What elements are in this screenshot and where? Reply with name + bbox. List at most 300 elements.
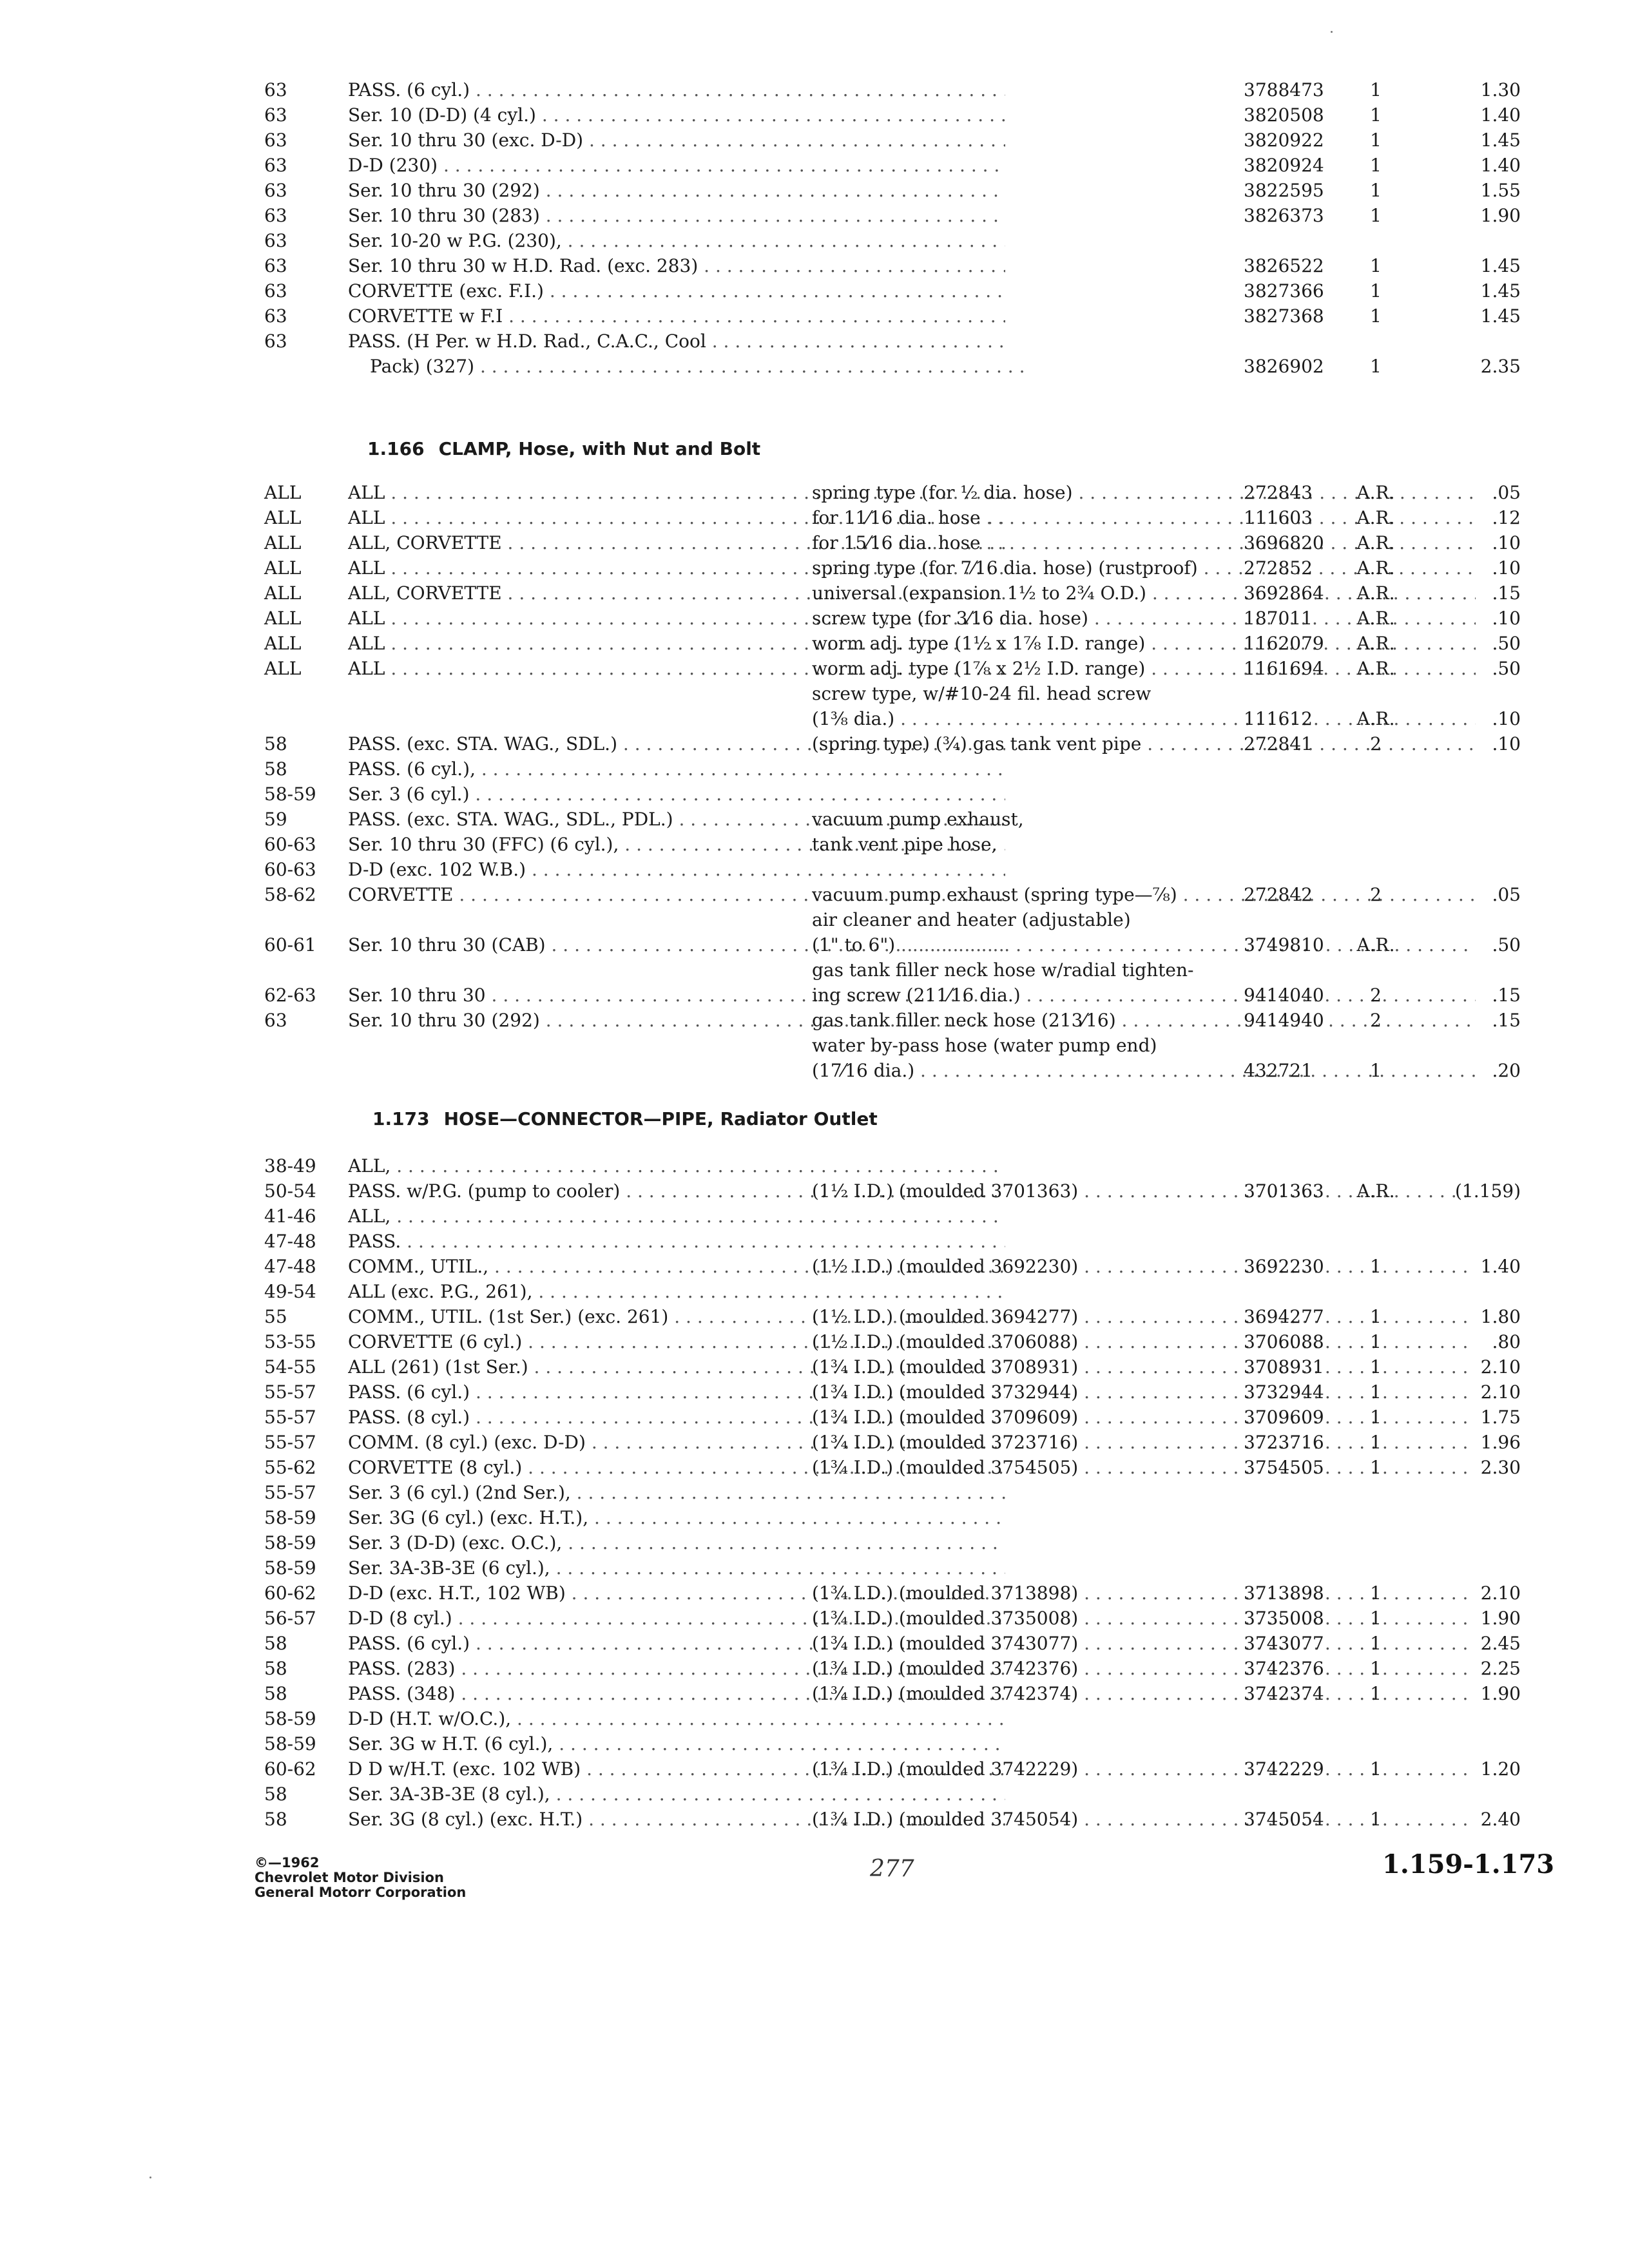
price-cell: 1.80 [1480, 1306, 1521, 1327]
description-cell: (1½ I.D.) (moulded 3694277) . . . [812, 1304, 1476, 1330]
parts-row [264, 1782, 1521, 1807]
year-cell: 56-57 [264, 1608, 316, 1629]
part-number-cell: 272852 [1244, 557, 1313, 579]
quantity-cell: 1 [1370, 356, 1382, 377]
part-number-cell: 3820508 [1244, 104, 1324, 126]
parts-row [264, 907, 1521, 933]
parts-row [264, 102, 1521, 128]
model-cell: PASS. (8 cyl.) . . . [348, 1405, 1005, 1430]
parts-row [264, 505, 1521, 531]
price-cell: .10 [1492, 708, 1521, 729]
description-cell: (17⁄16 dia.) . . . [812, 1058, 1476, 1084]
description-cell: spring type (for 7⁄16 dia. hose) (rustproof) . . . [812, 555, 1476, 581]
price-cell: .12 [1492, 507, 1521, 528]
quantity-cell: A.R. [1356, 1180, 1395, 1202]
description-cell: (1¾ I.D.) (moulded 3735008) . . . [812, 1606, 1476, 1631]
parts-row [264, 1279, 1521, 1305]
model-cell: ALL . . . [348, 505, 1005, 531]
description-cell: gas tank filler neck hose w/radial tighten- [812, 959, 1194, 981]
quantity-cell: 1 [1370, 1356, 1382, 1378]
parts-row [264, 656, 1521, 682]
quantity-cell: A.R. [1356, 934, 1395, 956]
description-cell: (1¾ I.D.) (moulded 3742229) . . . [812, 1756, 1476, 1782]
year-cell: 63 [264, 331, 287, 352]
model-cell: Ser. 3 (6 cyl.) (2nd Ser.), . . . [348, 1480, 1005, 1506]
year-cell: 54-55 [264, 1356, 316, 1378]
part-number-cell: 3742374 [1244, 1683, 1324, 1704]
year-cell: 58-59 [264, 1557, 316, 1579]
part-number-cell: 3723716 [1244, 1432, 1324, 1453]
year-cell: 58-59 [264, 1507, 316, 1528]
part-number-cell: 9414940 [1244, 1010, 1324, 1031]
parts-row [264, 1329, 1521, 1355]
year-cell: 47-48 [264, 1231, 316, 1252]
quantity-cell: 1 [1370, 1306, 1382, 1327]
part-number-cell: 3788473 [1244, 79, 1324, 101]
model-cell: PASS. (283) . . . [348, 1656, 1005, 1682]
model-cell: Ser. 10 (D-D) (4 cyl.) . . . [348, 102, 1005, 128]
quantity-cell: 1 [1370, 1060, 1382, 1081]
quantity-cell: 1 [1370, 130, 1382, 151]
description-cell: air cleaner and heater (adjustable) [812, 909, 1131, 930]
section-range: 1.159-1.173 [1382, 1849, 1555, 1879]
year-cell: 58-59 [264, 783, 316, 805]
price-cell: 1.20 [1480, 1758, 1521, 1780]
year-cell: 58 [264, 1683, 287, 1704]
model-cell: Ser. 10 thru 30 (283) . . . [348, 203, 1005, 229]
year-cell: ALL [264, 557, 302, 579]
year-cell: 41-46 [264, 1206, 316, 1227]
description-cell: (1¾ I.D.) (moulded 3723716) . . . [812, 1430, 1476, 1456]
year-cell: ALL [264, 633, 302, 654]
model-cell: COMM., UTIL. (1st Ser.) (exc. 261) . . . [348, 1304, 1005, 1330]
quantity-cell: 2 [1370, 884, 1382, 905]
page-number: 277 [870, 1856, 914, 1882]
parts-row [264, 1430, 1521, 1456]
year-cell: 58 [264, 733, 287, 754]
parts-row [264, 957, 1521, 983]
parts-row [264, 555, 1521, 581]
parts-row [264, 1706, 1521, 1732]
year-cell: 63 [264, 130, 287, 151]
description-cell: spring type (for ½ dia. hose) . . . [812, 480, 1476, 506]
price-cell: 1.40 [1480, 104, 1521, 126]
section-number: 1.166 [367, 438, 425, 459]
model-cell: Ser. 10 thru 30 w H.D. Rad. (exc. 283) . . . [348, 253, 1005, 279]
parts-row [264, 228, 1521, 254]
price-cell: .50 [1492, 658, 1521, 679]
publisher-line-2: General Motorr Corporation [255, 1885, 467, 1900]
price-cell: .05 [1492, 884, 1521, 905]
parts-row [264, 1058, 1521, 1084]
parts-row [264, 1153, 1521, 1179]
model-cell: Ser. 3G w H.T. (6 cyl.), . . . [348, 1731, 1005, 1757]
quantity-cell: 1 [1370, 280, 1382, 302]
model-cell: ALL . . . [348, 631, 1005, 657]
description-cell: worm adj. type (1⅞ x 2½ I.D. range) . . . [812, 656, 1476, 682]
part-number-cell: 3735008 [1244, 1608, 1324, 1629]
description-cell: (1¾ I.D.) (moulded 3742376) . . . [812, 1656, 1476, 1682]
parts-row [264, 1008, 1521, 1033]
description-cell: (1⅜ dia.) . . . [812, 706, 1476, 732]
description-cell: tank vent pipe hose, [812, 834, 998, 855]
parts-row [264, 278, 1521, 304]
price-cell: (1.159) [1454, 1180, 1521, 1202]
parts-row [264, 303, 1521, 329]
parts-row [264, 581, 1521, 606]
model-cell: D-D (230) . . . [348, 153, 1005, 178]
model-cell: CORVETTE w F.I . . . [348, 303, 1005, 329]
copyright-line: ©—1962 [255, 1855, 320, 1870]
model-cell: Ser. 10 thru 30 (exc. D-D) . . . [348, 128, 1005, 153]
model-cell: ALL, . . . [348, 1153, 1005, 1179]
quantity-cell: 1 [1370, 1381, 1382, 1403]
part-number-cell: 3732944 [1244, 1381, 1324, 1403]
price-cell: 1.90 [1480, 1683, 1521, 1704]
model-cell: ALL . . . [348, 480, 1005, 506]
parts-row [264, 681, 1521, 707]
quantity-cell: A.R. [1356, 482, 1395, 503]
part-number-cell: 3694277 [1244, 1306, 1324, 1327]
year-cell: 60-62 [264, 1582, 316, 1604]
quantity-cell: 2 [1370, 733, 1382, 754]
part-number-cell: 272841 [1244, 733, 1313, 754]
parts-row [264, 1455, 1521, 1481]
price-cell: 1.45 [1480, 280, 1521, 302]
parts-row [264, 857, 1521, 883]
section-title: CLAMP, Hose, with Nut and Bolt [438, 438, 761, 459]
quantity-cell: A.R. [1356, 532, 1395, 553]
parts-row [264, 1505, 1521, 1531]
parts-row [264, 203, 1521, 229]
year-cell: 62-63 [264, 985, 316, 1006]
parts-row [264, 1405, 1521, 1430]
model-cell: PASS. (348) . . . [348, 1681, 1005, 1707]
year-cell: 55 [264, 1306, 287, 1327]
price-cell: 1.90 [1480, 1608, 1521, 1629]
parts-row [264, 1530, 1521, 1556]
part-number-cell: 272843 [1244, 482, 1313, 503]
model-cell: Ser. 3G (8 cyl.) (exc. H.T.) . . . [348, 1807, 1005, 1832]
price-cell: .15 [1492, 1010, 1521, 1031]
year-cell: 63 [264, 155, 287, 176]
quantity-cell: 1 [1370, 1331, 1382, 1352]
parts-row [264, 1581, 1521, 1606]
year-cell: 49-54 [264, 1281, 316, 1302]
year-cell: 55-57 [264, 1381, 316, 1403]
year-cell: 58-59 [264, 1708, 316, 1729]
model-cell: ALL, CORVETTE . . . [348, 581, 1005, 606]
quantity-cell: A.R. [1356, 608, 1395, 629]
model-cell: ALL, CORVETTE . . . [348, 530, 1005, 556]
parts-row [264, 756, 1521, 782]
price-cell: 1.40 [1480, 1256, 1521, 1277]
quantity-cell: 1 [1370, 1608, 1382, 1629]
description-cell: for 15⁄16 dia. hose . . . [812, 530, 1476, 556]
price-cell: .10 [1492, 557, 1521, 579]
parts-row [264, 1254, 1521, 1280]
section-title: HOSE—CONNECTOR—PIPE, Radiator Outlet [443, 1108, 878, 1129]
model-cell: Ser. 10 thru 30 . . . [348, 983, 1005, 1008]
price-cell: .10 [1492, 608, 1521, 629]
description-cell: (1½ I.D.) (moulded 3701363) . . . [812, 1178, 1476, 1204]
parts-row [264, 1379, 1521, 1405]
year-cell: 60-61 [264, 934, 316, 956]
parts-row [264, 329, 1521, 354]
quantity-cell: A.R. [1356, 557, 1395, 579]
model-cell: CORVETTE (exc. F.I.) . . . [348, 278, 1005, 304]
price-cell: 2.40 [1480, 1809, 1521, 1830]
parts-row [264, 782, 1521, 807]
description-cell: (1¾ I.D.) (moulded 3754505) . . . [812, 1455, 1476, 1481]
parts-row [264, 606, 1521, 631]
part-number-cell: 3706088 [1244, 1331, 1324, 1352]
price-cell: .80 [1492, 1331, 1521, 1352]
year-cell: 55-57 [264, 1407, 316, 1428]
description-cell: (1" to 6") . . . [812, 932, 1476, 958]
description-cell: ing screw (211⁄16 dia.) . . . [812, 983, 1476, 1008]
part-number-cell: 3820924 [1244, 155, 1324, 176]
publisher-line-1: Chevrolet Motor Division [255, 1870, 444, 1885]
model-cell: ALL (exc. P.G., 261), . . . [348, 1279, 1005, 1305]
price-cell: .10 [1492, 733, 1521, 754]
year-cell: 63 [264, 180, 287, 201]
model-cell: D D w/H.T. (exc. 102 WB) . . . [348, 1756, 1005, 1782]
model-cell: Ser. 3 (D-D) (exc. O.C.), . . . [348, 1530, 1005, 1556]
parts-row [264, 1480, 1521, 1506]
part-number-cell: 3745054 [1244, 1809, 1324, 1830]
part-number-cell: 3827368 [1244, 305, 1324, 327]
parts-row [264, 153, 1521, 178]
parts-row [264, 1681, 1521, 1707]
model-cell: PASS. w/P.G. (pump to cooler) . . . [348, 1178, 1005, 1204]
description-cell: screw type, w/#10-24 fil. head screw [812, 683, 1152, 704]
price-cell: 1.45 [1480, 255, 1521, 276]
part-number-cell: 3749810 [1244, 934, 1324, 956]
description-cell: (1½ I.D.) (moulded 3706088) . . . [812, 1329, 1476, 1355]
quantity-cell: 1 [1370, 1256, 1382, 1277]
model-cell: ALL (261) (1st Ser.) . . . [348, 1354, 1005, 1380]
model-cell: CORVETTE (6 cyl.) . . . [348, 1329, 1005, 1355]
year-cell: 55-62 [264, 1457, 316, 1478]
model-cell: CORVETTE . . . [348, 882, 1005, 908]
part-number-cell: 3701363 [1244, 1180, 1324, 1202]
part-number-cell: 3709609 [1244, 1407, 1324, 1428]
parts-row [264, 882, 1521, 908]
model-cell: PASS. (exc. STA. WAG., SDL.) . . . [348, 731, 1005, 757]
year-cell: 60-63 [264, 859, 316, 880]
part-number-cell: 3708931 [1244, 1356, 1324, 1378]
quantity-cell: 1 [1370, 1457, 1382, 1478]
parts-row [264, 631, 1521, 657]
price-cell: 2.10 [1480, 1582, 1521, 1604]
part-number-cell: 432721 [1244, 1060, 1313, 1081]
parts-row [264, 530, 1521, 556]
quantity-cell: 2 [1370, 985, 1382, 1006]
price-cell: 2.35 [1480, 356, 1521, 377]
scan-speck [1331, 31, 1333, 33]
model-cell: Ser. 3G (6 cyl.) (exc. H.T.), . . . [348, 1505, 1005, 1531]
price-cell: 2.25 [1480, 1658, 1521, 1679]
year-cell: 58-59 [264, 1532, 316, 1553]
model-cell: D-D (H.T. w/O.C.), . . . [348, 1706, 1005, 1732]
part-number-cell: 3827366 [1244, 280, 1324, 302]
year-cell: 58 [264, 1658, 287, 1679]
model-cell: PASS. (6 cyl.) . . . [348, 77, 1005, 103]
section-1173-heading [372, 1108, 878, 1129]
year-cell: 38-49 [264, 1155, 316, 1177]
part-number-cell: 3743077 [1244, 1633, 1324, 1654]
model-cell: ALL, . . . [348, 1204, 1005, 1229]
year-cell: ALL [264, 582, 302, 604]
price-cell: 1.45 [1480, 305, 1521, 327]
model-cell: Ser. 10 thru 30 (292) . . . [348, 1008, 1005, 1033]
price-cell: 1.90 [1480, 205, 1521, 226]
quantity-cell: 1 [1370, 1407, 1382, 1428]
description-cell: (1¾ I.D.) (moulded 3745054) . . . [812, 1807, 1476, 1832]
model-cell: PASS. (H Per. w H.D. Rad., C.A.C., Cool . . . [348, 329, 1005, 354]
quantity-cell: 1 [1370, 1683, 1382, 1704]
model-cell: D-D (exc. H.T., 102 WB) . . . [348, 1581, 1005, 1606]
part-number-cell: 187011 [1244, 608, 1313, 629]
price-cell: 2.30 [1480, 1457, 1521, 1478]
price-cell: .50 [1492, 633, 1521, 654]
model-cell: D-D (exc. 102 W.B.) . . . [348, 857, 1005, 883]
year-cell: 55-57 [264, 1432, 316, 1453]
year-cell: 53-55 [264, 1331, 316, 1352]
model-cell: PASS. (exc. STA. WAG., SDL., PDL.) . . . [348, 807, 1005, 832]
parts-row [264, 1178, 1521, 1204]
parts-row [264, 1631, 1521, 1657]
year-cell: 63 [264, 104, 287, 126]
model-cell: Ser. 10 thru 30 (292) . . . [348, 178, 1005, 204]
description-cell: (1¾ I.D.) (moulded 3743077) . . . [812, 1631, 1476, 1657]
model-cell: ALL . . . [348, 555, 1005, 581]
part-number-cell: 111603 [1244, 507, 1313, 528]
part-number-cell: 272842 [1244, 884, 1313, 905]
quantity-cell: 1 [1370, 104, 1382, 126]
part-number-cell: 3742376 [1244, 1658, 1324, 1679]
quantity-cell: 1 [1370, 1432, 1382, 1453]
year-cell: ALL [264, 658, 302, 679]
parts-row [264, 1756, 1521, 1782]
quantity-cell: 2 [1370, 1010, 1382, 1031]
price-cell: 1.96 [1480, 1432, 1521, 1453]
model-cell: PASS. (6 cyl.) . . . [348, 1379, 1005, 1405]
description-cell: gas tank filler neck hose (213⁄16) . . . [812, 1008, 1476, 1033]
model-cell: Ser. 10 thru 30 (CAB) . . . [348, 932, 1005, 958]
part-number-cell: 3820922 [1244, 130, 1324, 151]
part-number-cell: 3692864 [1244, 582, 1324, 604]
parts-row [264, 1354, 1521, 1380]
year-cell: 63 [264, 280, 287, 302]
model-cell: Ser. 3 (6 cyl.) . . . [348, 782, 1005, 807]
model-cell: Ser. 10 thru 30 (FFC) (6 cyl.), . . . [348, 832, 1005, 858]
price-cell: .10 [1492, 532, 1521, 553]
quantity-cell: A.R. [1356, 507, 1395, 528]
price-cell: 2.10 [1480, 1381, 1521, 1403]
model-cell: PASS. (6 cyl.), . . . [348, 756, 1005, 782]
price-cell: 2.10 [1480, 1356, 1521, 1378]
part-number-cell: 111612 [1244, 708, 1313, 729]
model-cell: PASS. . . . [348, 1229, 1005, 1254]
year-cell: 58-62 [264, 884, 316, 905]
model-cell: D-D (8 cyl.) . . . [348, 1606, 1005, 1631]
quantity-cell: 1 [1370, 155, 1382, 176]
model-cell: ALL . . . [348, 656, 1005, 682]
description-cell: (1½ I.D.) (moulded 3692230) . . . [812, 1254, 1476, 1280]
quantity-cell: 1 [1370, 1633, 1382, 1654]
price-cell: 1.75 [1480, 1407, 1521, 1428]
model-cell: COMM., UTIL., . . . [348, 1254, 1005, 1280]
quantity-cell: 1 [1370, 180, 1382, 201]
year-cell: ALL [264, 482, 302, 503]
quantity-cell: A.R. [1356, 708, 1395, 729]
quantity-cell: 1 [1370, 205, 1382, 226]
model-cell: ALL . . . [348, 606, 1005, 631]
year-cell: 58-59 [264, 1733, 316, 1754]
description-cell: screw type (for 3⁄16 dia. hose) . . . [812, 606, 1476, 631]
price-cell: .15 [1492, 582, 1521, 604]
parts-row [264, 1555, 1521, 1581]
price-cell: 2.45 [1480, 1633, 1521, 1654]
year-cell: 63 [264, 1010, 287, 1031]
parts-row [264, 983, 1521, 1008]
parts-row [264, 1204, 1521, 1229]
year-cell: 63 [264, 230, 287, 251]
parts-row [264, 932, 1521, 958]
parts-row [264, 354, 1521, 380]
year-cell: 47-48 [264, 1256, 316, 1277]
part-number-cell: 1161694 [1244, 658, 1324, 679]
model-cell: PASS. (6 cyl.) . . . [348, 1631, 1005, 1657]
year-cell: ALL [264, 507, 302, 528]
price-cell: .50 [1492, 934, 1521, 956]
description-cell: (1¾ I.D.) (moulded 3709609) . . . [812, 1405, 1476, 1430]
part-number-cell: 3692230 [1244, 1256, 1324, 1277]
part-number-cell: 1162079 [1244, 633, 1324, 654]
parts-row [264, 706, 1521, 732]
parts-row [264, 128, 1521, 153]
parts-row [264, 832, 1521, 858]
parts-row [264, 1731, 1521, 1757]
description-cell: for 11⁄16 dia. hose . . . [812, 505, 1476, 531]
parts-row [264, 1807, 1521, 1832]
part-number-cell: 9414040 [1244, 985, 1324, 1006]
price-cell: 1.45 [1480, 130, 1521, 151]
price-cell: 1.40 [1480, 155, 1521, 176]
part-number-cell: 3713898 [1244, 1582, 1324, 1604]
parts-row [264, 807, 1521, 832]
year-cell: 60-63 [264, 834, 316, 855]
quantity-cell: 1 [1370, 1582, 1382, 1604]
year-cell: ALL [264, 532, 302, 553]
year-cell: 58 [264, 758, 287, 780]
description-cell: (1¾ I.D.) (moulded 3732944) . . . [812, 1379, 1476, 1405]
year-cell: 58 [264, 1783, 287, 1805]
description-cell: worm adj. type (1½ x 1⅞ I.D. range) . . . [812, 631, 1476, 657]
quantity-cell: 1 [1370, 255, 1382, 276]
parts-row [264, 1033, 1521, 1059]
price-cell: .20 [1492, 1060, 1521, 1081]
quantity-cell: 1 [1370, 1758, 1382, 1780]
year-cell: 63 [264, 79, 287, 101]
part-number-cell: 3696820 [1244, 532, 1324, 553]
model-cell: Ser. 10-20 w P.G. (230), . . . [348, 228, 1005, 254]
description-cell: (1¾ I.D.) (moulded 3713898) . . . [812, 1581, 1476, 1606]
quantity-cell: 1 [1370, 79, 1382, 101]
description-cell: (1¾ I.D.) (moulded 3708931) . . . [812, 1354, 1476, 1380]
